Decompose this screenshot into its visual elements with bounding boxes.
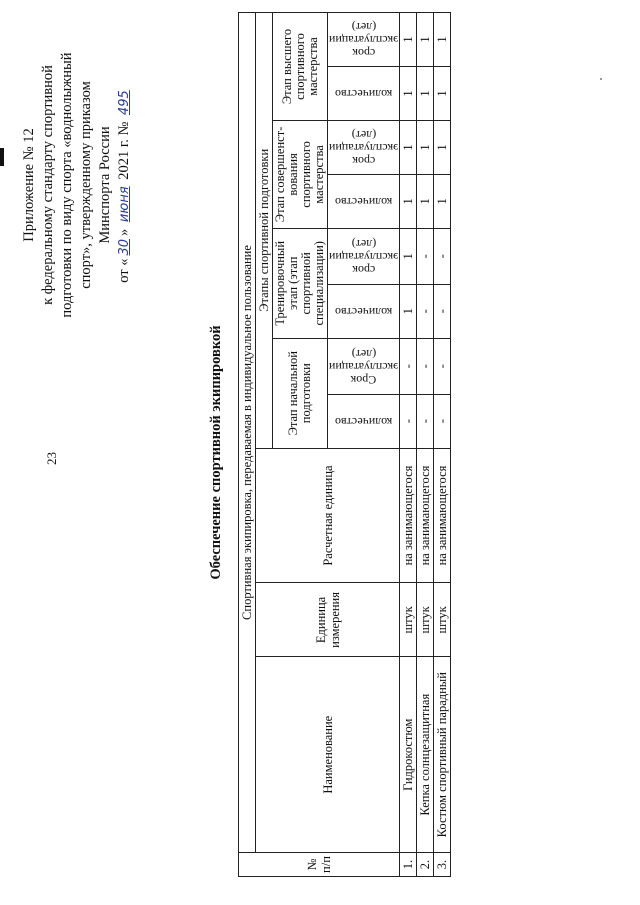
- year-text: 2021 г. №: [116, 121, 132, 180]
- appendix-line-3: спорт», утвержденному приказом: [78, 81, 94, 289]
- equipment-table: [238, 12, 451, 877]
- row-value: -: [417, 338, 434, 394]
- header-calc: Расчетная единица: [256, 448, 400, 583]
- stage-initial: Этап начальной подготовки: [273, 338, 328, 448]
- row-value: -: [434, 228, 451, 284]
- stage-improvement: Этап совершенст-вования спортивного мастерства: [273, 120, 328, 228]
- row-num: 2.: [417, 853, 434, 877]
- subheader-term: срок эксплуатации (лет): [328, 120, 400, 174]
- subheader-term: Срок эксплуатации (лет): [328, 338, 400, 394]
- row-value: 1: [400, 13, 417, 67]
- row-value: -: [434, 284, 451, 338]
- table-row: [434, 13, 451, 877]
- row-value: -: [417, 394, 434, 448]
- row-value: 1: [434, 174, 451, 228]
- row-unit: штук: [417, 583, 434, 657]
- row-value: 1: [400, 284, 417, 338]
- row-value: 1: [434, 13, 451, 67]
- header-stages: Этапы спортивной подготовки: [256, 13, 273, 449]
- subheader-qty: количество: [328, 394, 400, 448]
- row-value: 1: [434, 120, 451, 174]
- row-value: 1: [400, 120, 417, 174]
- table-row: [417, 13, 434, 877]
- stage-training: Тренировочный этап (этап спортивной специализации): [273, 228, 328, 338]
- page-number: 23: [44, 452, 59, 465]
- row-value: 1: [417, 13, 434, 67]
- document-title: Обеспечение спортивной экипировкой: [208, 325, 224, 580]
- subheader-qty: количество: [328, 67, 400, 121]
- table-row: [400, 13, 417, 877]
- table-header-row-2: [256, 13, 273, 877]
- row-value: -: [434, 338, 451, 394]
- row-value: 1: [417, 174, 434, 228]
- row-unit: штук: [434, 583, 451, 657]
- header-group: Спортивная экипировка, передаваемая в индивидуальное пользование: [239, 13, 256, 853]
- date-prefix: от «: [116, 258, 132, 283]
- appendix-line-1: к федеральному стандарту спортивной: [40, 65, 56, 305]
- subheader-qty: количество: [328, 174, 400, 228]
- appendix-line-4: Минспорта России: [97, 126, 113, 244]
- row-calc: на занимающегося: [434, 448, 451, 583]
- row-value: 1: [400, 228, 417, 284]
- row-calc: на занимающегося: [400, 448, 417, 583]
- subheader-term: срок эксплуатации (лет): [328, 13, 400, 67]
- row-name: Костюм спортивный парадный: [434, 657, 451, 853]
- row-name: Гидрокостюм: [400, 657, 417, 853]
- row-name: Кепка солнцезащитная: [417, 657, 434, 853]
- day-suffix: »: [116, 228, 132, 236]
- row-num: 3.: [434, 853, 451, 877]
- row-value: 1: [417, 120, 434, 174]
- row-value: 1: [400, 174, 417, 228]
- appendix-title: Приложение № 12: [21, 128, 37, 242]
- row-value: 1: [417, 67, 434, 121]
- row-num: 1.: [400, 853, 417, 877]
- table-header-row-1: [239, 13, 256, 877]
- subheader-term: срок эксплуатации (лет): [328, 228, 400, 284]
- header-num: № п/п: [239, 853, 400, 877]
- row-value: -: [400, 338, 417, 394]
- row-value: -: [400, 394, 417, 448]
- header-name: Наименование: [256, 657, 400, 853]
- subheader-qty: количество: [328, 284, 400, 338]
- row-value: -: [417, 228, 434, 284]
- row-value: 1: [434, 67, 451, 121]
- row-unit: штук: [400, 583, 417, 657]
- appendix-block: [20, 20, 134, 350]
- row-value: -: [417, 284, 434, 338]
- handwritten-order-number: 495: [117, 90, 132, 116]
- appendix-line-2: подготовки по виду спорта «воднолыжный: [59, 52, 75, 318]
- handwritten-day: 30: [117, 238, 132, 256]
- appendix-date-line: [115, 20, 134, 350]
- row-calc: на занимающегося: [417, 448, 434, 583]
- stage-higher: Этап высшего спортивного мастерства: [273, 13, 328, 121]
- row-value: 1: [400, 67, 417, 121]
- header-unit: Единица измерения: [256, 583, 400, 657]
- row-value: -: [434, 394, 451, 448]
- handwritten-month: июня: [117, 186, 132, 223]
